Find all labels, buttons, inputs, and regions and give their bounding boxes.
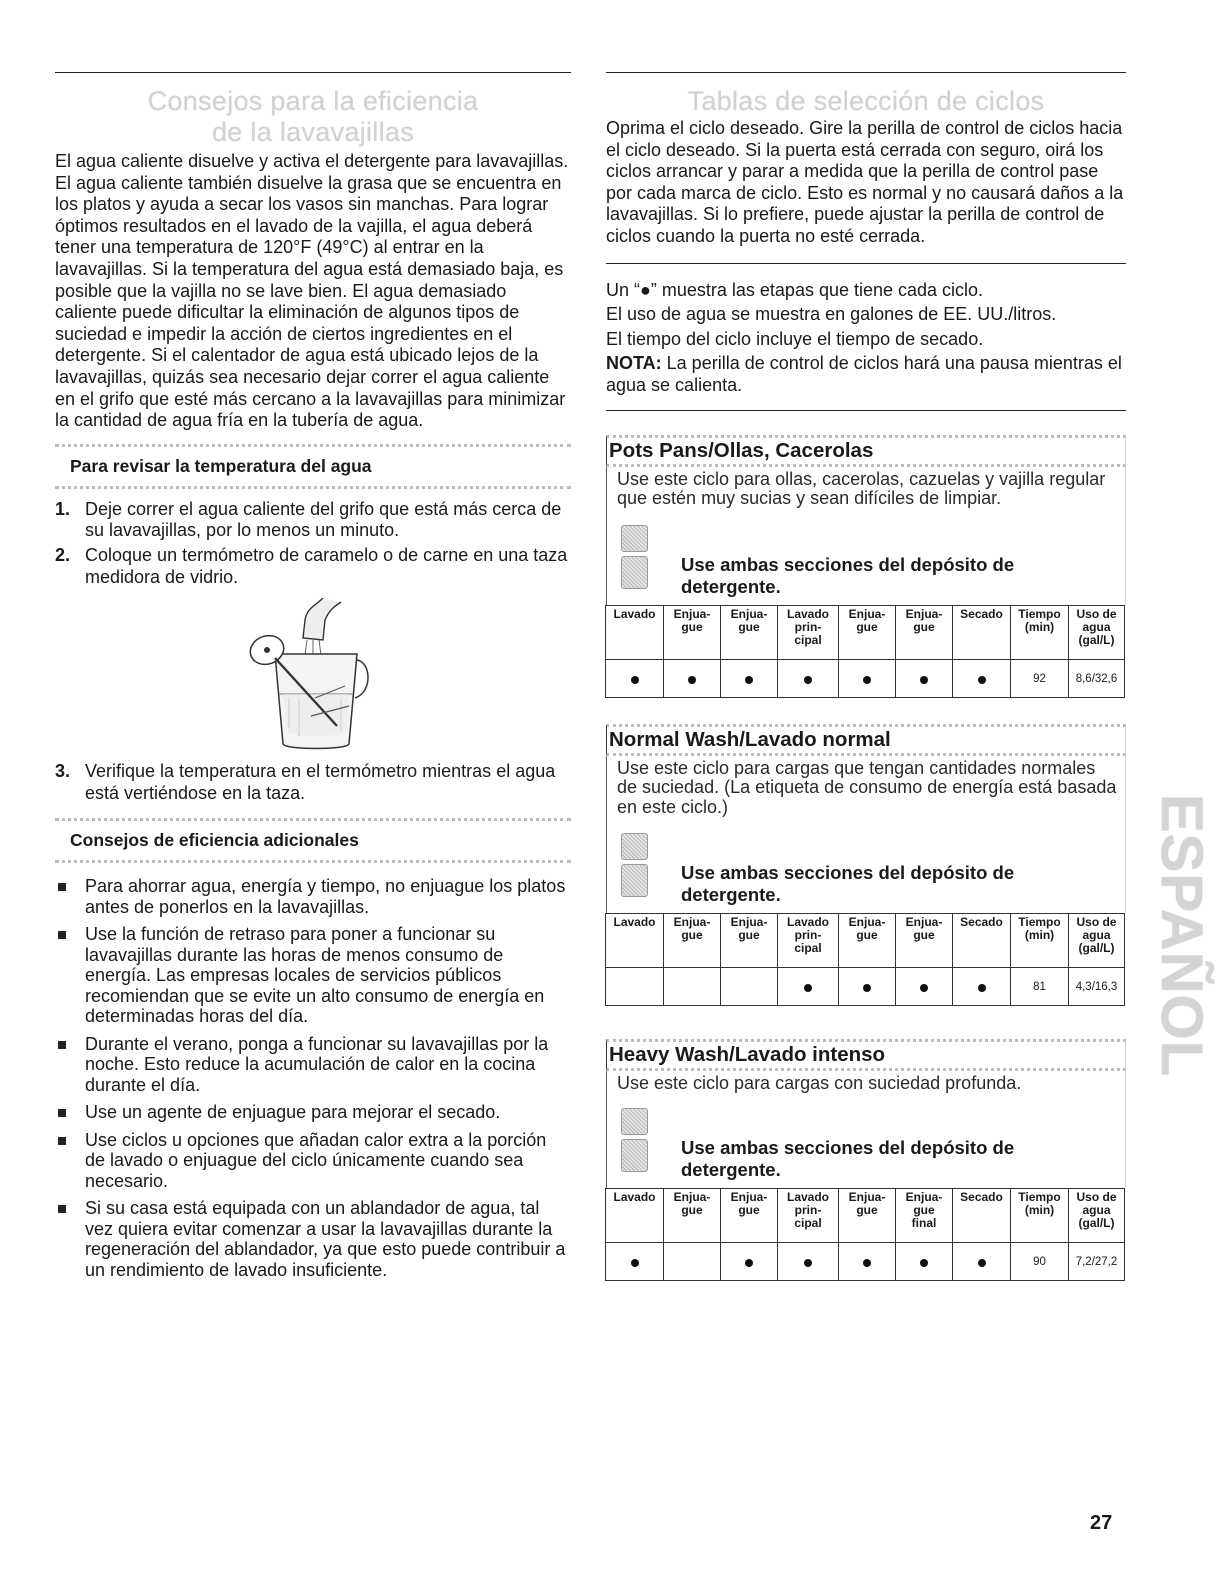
detergent-line2: detergente. (681, 1158, 781, 1180)
stage-dot-icon (688, 676, 696, 684)
detergent-cup-icon (621, 864, 648, 897)
table-header-cell: Enjua- gue (896, 914, 953, 968)
table-stage-cell (606, 1242, 664, 1280)
table-header-cell: Enjua- gue final (896, 1188, 953, 1242)
step-text: Coloque un termómetro de caramelo o de carne en una taza medidora de vidrio. (85, 544, 568, 587)
table-stage-cell (664, 1242, 721, 1280)
water-use-cell: 4,3/16,3 (1069, 968, 1125, 1006)
extra-tips-subhead: Consejos de eficiencia adicionales (55, 818, 571, 863)
tip-text: Use ciclos u opciones que añadan calor extra a la porción de lavado o enjuague del ciclo únicamente cuando sea necesario. (85, 1129, 547, 1191)
right-top-rule (606, 72, 1126, 73)
tip-text: Durante el verano, ponga a funcionar su lavavajillas por la noche. Esto reduce la acumulación de calor en la cocina durante el día. (85, 1033, 549, 1095)
table-header-cell: Tiempo (min) (1011, 605, 1069, 659)
detergent-text (681, 1137, 1014, 1181)
cycle-section (606, 435, 1126, 698)
table-header-cell: Enjua- gue (721, 1188, 778, 1242)
table-header-cell: Lavado prin- cipal (778, 914, 839, 968)
cycle-table (605, 913, 1125, 1006)
note-stages: Un “●” muestra las etapas que tiene cada ciclo. (606, 279, 984, 300)
stage-dot-icon (978, 984, 986, 992)
tip-text: Para ahorrar agua, energía y tiempo, no enjuague los platos antes de ponerlos en la lavavajillas. (85, 876, 566, 917)
cycle-description: Use este ciclo para cargas con suciedad profunda. (617, 1073, 1022, 1094)
detergent-instruction (617, 525, 1117, 605)
table-header-cell: Lavado (606, 1188, 664, 1242)
step-number: 1. (55, 498, 71, 519)
stage-dot-icon (863, 676, 871, 684)
cycle-box (606, 1071, 1126, 1188)
cycle-notes (606, 280, 1126, 397)
cycle-name: Normal Wash/Lavado normal (606, 724, 1126, 756)
tip-item (55, 1102, 571, 1123)
stage-dot-icon (920, 1259, 928, 1267)
cycle-name: Heavy Wash/Lavado intenso (606, 1039, 1126, 1071)
table-stage-cell (606, 659, 664, 697)
table-stage-cell (606, 968, 664, 1006)
tip-item (55, 876, 571, 917)
step-number: 3. (55, 761, 71, 782)
table-header-cell: Enjua- gue (721, 605, 778, 659)
cycle-name: Pots Pans/Ollas, Cacerolas (606, 435, 1126, 467)
table-header-cell: Secado (953, 1188, 1011, 1242)
stage-dot-icon (920, 984, 928, 992)
step-item (55, 499, 571, 542)
cycle-table (605, 605, 1125, 698)
detergent-cup-icon (621, 1139, 648, 1172)
table-stage-cell (839, 1242, 896, 1280)
detergent-cup-icon (621, 1108, 648, 1135)
table-header-cell: Enjua- gue (721, 914, 778, 968)
bullet-square-icon (58, 1137, 66, 1145)
table-stage-cell (664, 968, 721, 1006)
efficiency-title-line2: de la lavavajillas (211, 117, 414, 147)
table-stage-cell (953, 968, 1011, 1006)
detergent-text (681, 862, 1014, 906)
tip-item (55, 924, 571, 1027)
table-stage-cell (778, 968, 839, 1006)
table-header-cell: Uso de agua (gal/L) (1069, 1188, 1125, 1242)
table-stage-cell (896, 1242, 953, 1280)
table-header-cell: Secado (953, 605, 1011, 659)
table-stage-cell (664, 659, 721, 697)
step-item (55, 761, 571, 804)
table-header-cell: Enjua- gue (839, 1188, 896, 1242)
bullet-square-icon (58, 931, 66, 939)
table-header-cell: Tiempo (min) (1011, 914, 1069, 968)
table-header-cell: Lavado prin- cipal (778, 1188, 839, 1242)
table-stage-cell (896, 968, 953, 1006)
detergent-instruction (617, 833, 1117, 913)
step-text: Deje correr el agua caliente del grifo que está más cerca de su lavavajillas, por lo menos un minuto. (85, 498, 562, 541)
thermometer-cup-illustration (245, 598, 381, 753)
table-stage-cell (778, 659, 839, 697)
temp-steps-list (55, 499, 571, 588)
cycle-time-cell: 81 (1011, 968, 1069, 1006)
stage-dot-icon (863, 984, 871, 992)
cycle-tables-title: Tablas de selección de ciclos (687, 86, 1045, 116)
stage-dot-icon (863, 1259, 871, 1267)
stage-dot-icon (920, 676, 928, 684)
tip-text: Use la función de retraso para poner a funcionar su lavavajillas durante las horas de menos consumo de energía. Las empresas locales de servicios públicos recomiendan que se evite un alto consumo de energía en determinadas horas del día. (85, 924, 545, 1027)
detergent-text (681, 554, 1014, 598)
table-stage-cell (839, 968, 896, 1006)
detergent-cup-icon (621, 556, 648, 589)
table-header-cell: Secado (953, 914, 1011, 968)
efficiency-title-line1: Consejos para la eficiencia (147, 86, 479, 116)
tip-item (55, 1034, 571, 1096)
water-use-cell: 7,2/27,2 (1069, 1242, 1125, 1280)
right-column (606, 72, 1126, 1281)
nota-text: La perilla de control de ciclos hará una pausa mientras el agua se calienta. (606, 353, 1122, 395)
cycle-tables-intro: Oprima el ciclo deseado. Gire la perilla de control de ciclos hacia el ciclo deseado. Si la puerta está cerrada con seguro, oirá los ciclos arrancar y parar a medida que la perilla de control pase por cada marca de ciclo. Esto es normal y no causará daños a la lavavajillas. Si lo prefiere, puede ajustar la perilla de control de ciclos cuando la puerta no esté cerrada. (606, 118, 1124, 246)
stage-dot-icon (978, 1259, 986, 1267)
water-use-cell: 8,6/32,6 (1069, 659, 1125, 697)
bullet-square-icon (58, 1205, 66, 1213)
right-lower-rule (606, 410, 1126, 411)
stage-dot-icon (804, 1259, 812, 1267)
cycle-time-cell: 90 (1011, 1242, 1069, 1280)
cycle-sections (606, 435, 1126, 1281)
stage-dot-icon (804, 676, 812, 684)
cycle-section (606, 724, 1126, 1007)
tip-item (55, 1198, 571, 1280)
stage-dot-icon (978, 676, 986, 684)
tip-text: Si su casa está equipada con un ablandador de agua, tal vez quiera evitar comenzar a usar la lavavajillas durante la regeneración del ablandador, ya que esto puede contribuir a un rendimiento de lavado insuficiente. (85, 1198, 566, 1280)
table-stage-cell (721, 968, 778, 1006)
cycle-box (606, 467, 1126, 605)
table-stage-cell (953, 659, 1011, 697)
table-header-cell: Lavado prin- cipal (778, 605, 839, 659)
table-header-cell: Uso de agua (gal/L) (1069, 914, 1125, 968)
tip-text: Use un agente de enjuague para mejorar el secado. (85, 1102, 501, 1123)
efficiency-intro: El agua caliente disuelve y activa el detergente para lavavajillas. El agua caliente también disuelve la grasa que se encuentra en los platos y ayuda a secar los vasos sin manchas. Para lograr óptimos resultados en el lavado de la vajilla, el agua deberá tener una temperatura de 120°F (49°C) al entrar en la lavavajillas. Si la temperatura del agua está demasiado baja, es posible que la vajilla no se lave bien. El agua demasiado caliente puede dificultar la eliminación de algunos tipos de suciedad e impedir la acción de ciertos ingredientes en el detergente. Si el calentador de agua está ubicado lejos de la lavavajillas, quizás sea necesario dejar correr el agua caliente en el grifo que esté más cercano a la lavavajillas para minimizar la cantidad de agua fría en la tubería de agua. (55, 151, 569, 431)
cycle-section (606, 1039, 1126, 1281)
bullet-square-icon (58, 883, 66, 891)
nota-paragraph (606, 353, 1126, 396)
nota-label: NOTA: (606, 353, 662, 374)
note-water: El uso de agua se muestra en galones de EE. UU./litros. (606, 304, 1057, 325)
left-top-rule (55, 72, 571, 73)
table-stage-cell (778, 1242, 839, 1280)
table-header-cell: Uso de agua (gal/L) (1069, 605, 1125, 659)
cycle-description: Use este ciclo para cargas que tengan cantidades normales de suciedad. (La etiqueta de consumo de energía está basada en este ciclo.) (617, 757, 1117, 817)
detergent-line2: detergente. (681, 575, 781, 597)
table-header-cell: Enjua- gue (664, 605, 721, 659)
stage-dot-icon (804, 984, 812, 992)
temp-steps-list-continued (55, 761, 571, 804)
extra-tips-list (55, 876, 571, 1280)
table-stage-cell (953, 1242, 1011, 1280)
table-stage-cell (896, 659, 953, 697)
table-header-cell: Enjua- gue (896, 605, 953, 659)
page-number: 27 (1090, 1512, 1113, 1534)
bullet-square-icon (58, 1109, 66, 1117)
detergent-line1: Use ambas secciones del depósito de (681, 553, 1015, 575)
detergent-line1: Use ambas secciones del depósito de (681, 862, 1015, 884)
detergent-line1: Use ambas secciones del depósito de (681, 1136, 1015, 1158)
step-number: 2. (55, 544, 71, 565)
stage-dot-icon (631, 676, 639, 684)
table-header-cell: Tiempo (min) (1011, 1188, 1069, 1242)
table-header-cell: Lavado (606, 914, 664, 968)
table-header-cell: Enjua- gue (839, 605, 896, 659)
cycle-box (606, 756, 1126, 914)
cycle-description: Use este ciclo para ollas, cacerolas, cazuelas y vajilla regular que estén muy sucias y sean difíciles de limpiar. (617, 468, 1106, 509)
right-mid-rule (606, 263, 1126, 264)
water-temp-subhead: Para revisar la temperatura del agua (55, 444, 571, 489)
cycle-time-cell: 92 (1011, 659, 1069, 697)
left-column (55, 72, 571, 1287)
language-side-tab-label: ESPAÑOL (1149, 793, 1215, 1077)
table-stage-cell (721, 659, 778, 697)
step-text: Verifique la temperatura en el termómetro mientras el agua está vertiéndose en la taza. (85, 761, 556, 803)
tip-item (55, 1130, 571, 1192)
table-header-cell: Enjua- gue (839, 914, 896, 968)
detergent-instruction (617, 1108, 1117, 1188)
table-stage-cell (839, 659, 896, 697)
table-header-cell: Enjua- gue (664, 1188, 721, 1242)
detergent-cup-icon (621, 833, 648, 860)
table-header-cell: Enjua- gue (664, 914, 721, 968)
stage-dot-icon (631, 1259, 639, 1267)
stage-dot-icon (745, 1259, 753, 1267)
language-side-tab (1149, 793, 1215, 1077)
efficiency-title (55, 86, 571, 148)
bullet-square-icon (58, 1041, 66, 1049)
detergent-cup-icon (621, 525, 648, 552)
detergent-line2: detergente. (681, 884, 781, 906)
note-time: El tiempo del ciclo incluye el tiempo de secado. (606, 328, 984, 349)
step-item (55, 545, 571, 588)
table-header-cell: Lavado (606, 605, 664, 659)
stage-dot-icon (745, 676, 753, 684)
cycle-table (605, 1188, 1125, 1281)
table-stage-cell (721, 1242, 778, 1280)
